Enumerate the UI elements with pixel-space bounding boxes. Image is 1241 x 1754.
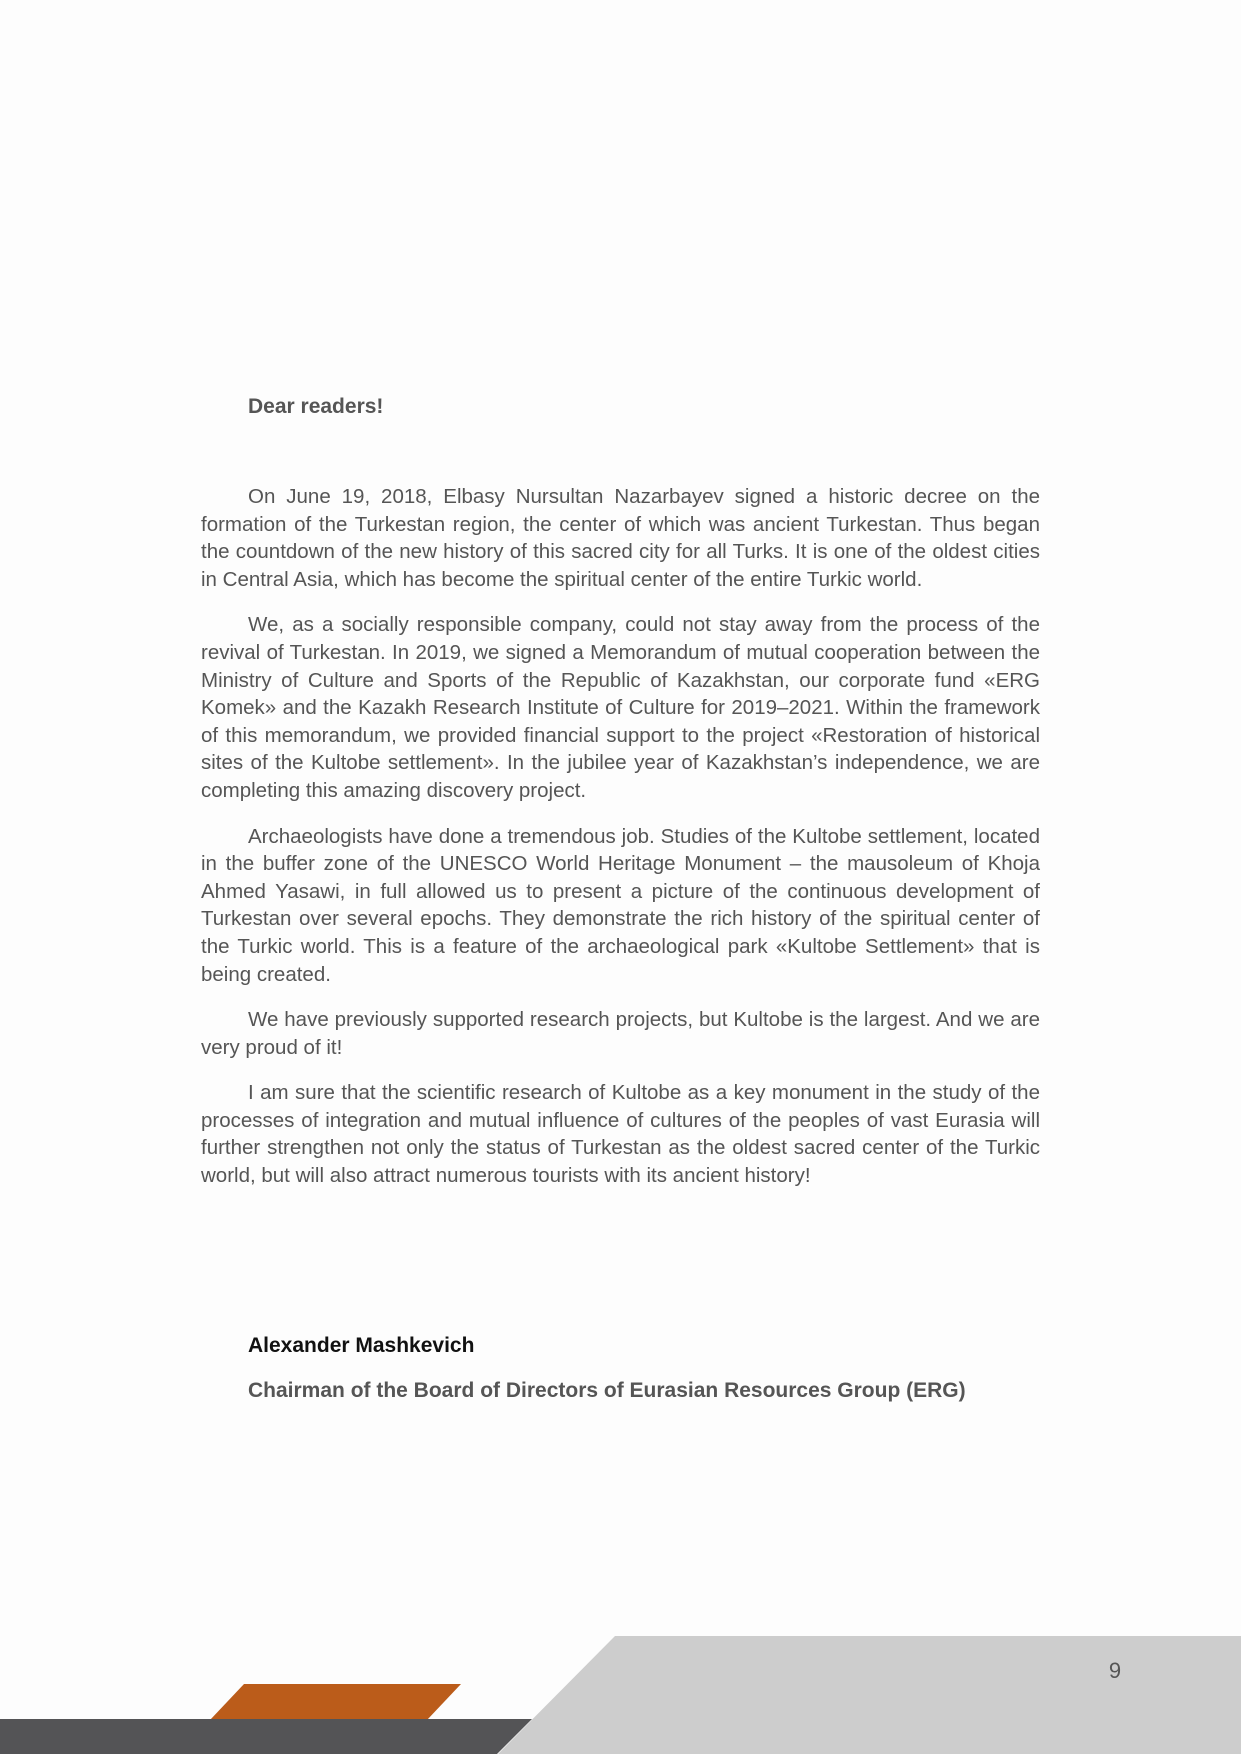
- signature-block: [248, 1331, 966, 1406]
- page-number: 9: [1108, 1658, 1122, 1683]
- signatory-title: Chairman of the Board of Directors of Eurasian Resources Group (ERG): [248, 1379, 966, 1402]
- letter-paragraph: On June 19, 2018, Elbasy Nursultan Nazarbayev signed a historic decree on the formation of the Turkestan region, the center of which was ancient Turkestan. Thus began the countdown of the new history of this sacred city for all Turks. It is one of the oldest cities in Central Asia, which has become the spiritual center of the entire Turkic world.: [201, 485, 1040, 591]
- letter-body: [201, 483, 1040, 1208]
- letter-paragraph: We, as a socially responsible company, could not stay away from the process of the revival of Turkestan. In 2019, we signed a Memorandum of mutual cooperation between the Ministry of Culture and Sports of the Republic of Kazakhstan, our corporate fund «ERG Komek» and the Kazakh Research Institute of Culture for 2019–2021. Within the framework of this memorandum, we provided financial support to the project «Restoration of historical sites of the Kultobe settlement». In the jubilee year of Kazakhstan’s independence, we are completing this amazing discovery project.: [201, 613, 1040, 802]
- letter-greeting: Dear readers!: [248, 395, 384, 418]
- letter-paragraph: Archaeologists have done a tremendous job. Studies of the Kultobe settlement, located in the buffer zone of the UNESCO World Heritage Monument – the mausoleum of Khoja Ahmed Yasawi, in full allowed us to present a picture of the continuous development of Turkestan over several epochs. They demonstrate the rich history of the spiritual center of the Turkic world. This is a feature of the archaeological park «Kultobe Settlement» that is being created.: [201, 824, 1040, 986]
- footer-dark-band: [0, 1719, 532, 1754]
- footer-gray-band: [498, 1636, 1241, 1754]
- footer-orange-stripe: [210, 1684, 461, 1720]
- letter-paragraph: We have previously supported research projects, but Kultobe is the largest. And we are very proud of it!: [201, 1008, 1040, 1059]
- letter-paragraph: I am sure that the scientific research of Kultobe as a key monument in the study of the processes of integration and mutual influence of cultures of the peoples of vast Eurasia will further strengthen not only the status of Turkestan as the oldest sacred center of the Turkic world, but will also attract numerous tourists with its ancient history!: [201, 1081, 1040, 1188]
- signatory-name: Alexander Mashkevich: [248, 1334, 475, 1357]
- footer-decoration: [0, 1630, 1241, 1754]
